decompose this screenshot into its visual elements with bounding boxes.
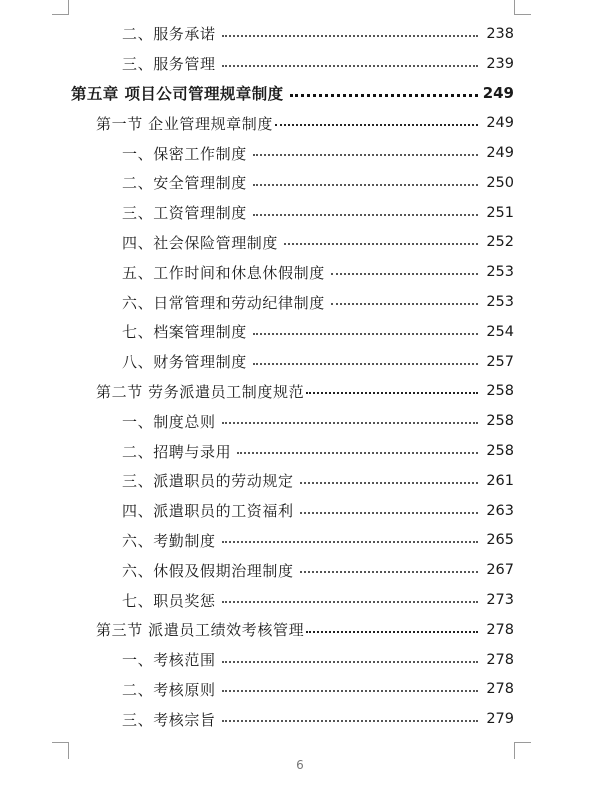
- toc-entry-item[interactable]: [0, 228, 600, 258]
- toc-entry-page-number: 250: [486, 174, 514, 191]
- toc-entry-item[interactable]: [0, 645, 600, 675]
- toc-entry-title: 一、考核范围: [122, 651, 216, 670]
- toc-dot-leader: [306, 392, 478, 394]
- toc-entry-page-number: 279: [486, 711, 514, 728]
- toc-entry-title: 三、派遣职员的劳动规定: [122, 472, 294, 491]
- toc-entry-page-number: 273: [486, 592, 514, 609]
- toc-entry-page-number: 239: [486, 55, 514, 72]
- toc-entry-title: 第二节 劳务派遣员工制度规范: [96, 382, 305, 401]
- toc-dot-leader: [222, 690, 478, 692]
- toc-entry-item[interactable]: [0, 19, 600, 49]
- toc-entry-section[interactable]: [0, 615, 600, 645]
- toc-entry-item[interactable]: [0, 466, 600, 496]
- toc-dot-leader: [253, 184, 478, 186]
- toc-entry-item[interactable]: [0, 496, 600, 526]
- toc-dot-leader: [222, 65, 478, 67]
- toc-dot-leader: [331, 273, 478, 275]
- toc-dot-leader: [284, 243, 478, 245]
- toc-entry-page-number: 278: [486, 681, 514, 698]
- toc-entry-chapter[interactable]: [0, 79, 600, 109]
- toc-entry-section[interactable]: [0, 108, 600, 138]
- toc-dot-leader: [222, 541, 478, 543]
- toc-entry-title: 六、考勤制度: [122, 531, 216, 550]
- crop-mark-bottom-right: [514, 742, 531, 759]
- toc-entry-page-number: 278: [486, 651, 514, 668]
- toc-dot-leader: [253, 214, 478, 216]
- toc-entry-title: 三、考核宗旨: [122, 710, 216, 729]
- toc-entry-title: 二、安全管理制度: [122, 174, 247, 193]
- toc-dot-leader: [300, 571, 478, 573]
- toc-entry-page-number: 263: [486, 502, 514, 519]
- toc-dot-leader: [300, 512, 478, 514]
- toc-dot-leader: [253, 154, 478, 156]
- toc-entry-page-number: 253: [486, 264, 514, 281]
- toc-entry-page-number: 253: [486, 294, 514, 311]
- toc-entry-title: 一、保密工作制度: [122, 144, 247, 163]
- toc-entry-title: 七、职员奖惩: [122, 591, 216, 610]
- toc-dot-leader: [306, 631, 478, 633]
- crop-mark-top-left: [52, 0, 69, 15]
- toc-entry-title: 三、工资管理制度: [122, 204, 247, 223]
- toc-dot-leader: [290, 94, 479, 97]
- toc-entry-page-number: 249: [486, 145, 514, 162]
- toc-entry-page-number: 254: [486, 323, 514, 340]
- toc-entry-title: 第五章 项目公司管理规章制度: [71, 85, 284, 104]
- toc-entry-page-number: 258: [486, 413, 514, 430]
- toc-entry-title: 五、工作时间和休息休假制度: [122, 263, 325, 282]
- toc-entry-page-number: 258: [486, 383, 514, 400]
- toc-dot-leader: [253, 333, 478, 335]
- page-number: 6: [296, 758, 304, 772]
- toc-entry-title: 二、服务承诺: [122, 25, 216, 44]
- toc-entry-page-number: 265: [486, 532, 514, 549]
- toc-entry-item[interactable]: [0, 555, 600, 585]
- toc-dot-leader: [331, 303, 478, 305]
- toc-entry-title: 第一节 企业管理规章制度: [96, 114, 273, 133]
- toc-entry-title: 四、派遣职员的工资福利: [122, 502, 294, 521]
- toc-dot-leader: [275, 124, 478, 126]
- table-of-contents: [0, 19, 600, 734]
- toc-dot-leader: [300, 482, 478, 484]
- toc-entry-item[interactable]: [0, 198, 600, 228]
- toc-entry-page-number: 267: [486, 562, 514, 579]
- crop-mark-top-right: [514, 0, 531, 15]
- toc-entry-title: 二、招聘与录用: [122, 442, 232, 461]
- toc-entry-title: 三、服务管理: [122, 55, 216, 74]
- toc-entry-page-number: 261: [486, 472, 514, 489]
- toc-entry-title: 二、考核原则: [122, 680, 216, 699]
- toc-entry-title: 八、财务管理制度: [122, 353, 247, 372]
- toc-entry-item[interactable]: [0, 347, 600, 377]
- toc-dot-leader: [222, 422, 478, 424]
- toc-dot-leader: [237, 452, 478, 454]
- toc-entry-title: 六、休假及假期治理制度: [122, 561, 294, 580]
- toc-entry-item[interactable]: [0, 526, 600, 556]
- toc-entry-item[interactable]: [0, 138, 600, 168]
- toc-dot-leader: [222, 601, 478, 603]
- toc-entry-page-number: 257: [486, 353, 514, 370]
- toc-entry-item[interactable]: [0, 317, 600, 347]
- toc-entry-title: 一、制度总则: [122, 412, 216, 431]
- toc-dot-leader: [222, 720, 478, 722]
- toc-entry-page-number: 249: [486, 115, 514, 132]
- crop-mark-bottom-left: [52, 742, 69, 759]
- toc-entry-page-number: 238: [486, 25, 514, 42]
- toc-entry-item[interactable]: [0, 436, 600, 466]
- toc-dot-leader: [222, 661, 478, 663]
- toc-entry-item[interactable]: [0, 704, 600, 734]
- toc-dot-leader: [253, 363, 478, 365]
- toc-entry-item[interactable]: [0, 257, 600, 287]
- toc-dot-leader: [222, 35, 478, 37]
- toc-entry-title: 七、档案管理制度: [122, 323, 247, 342]
- toc-entry-item[interactable]: [0, 49, 600, 79]
- toc-entry-title: 第三节 派遣员工绩效考核管理: [96, 621, 305, 640]
- toc-entry-item[interactable]: [0, 585, 600, 615]
- toc-entry-item[interactable]: [0, 675, 600, 705]
- toc-entry-page-number: 251: [486, 204, 514, 221]
- toc-entry-title: 四、社会保险管理制度: [122, 233, 279, 252]
- toc-entry-page-number: 252: [486, 234, 514, 251]
- toc-entry-page-number: 249: [482, 84, 514, 103]
- toc-entry-page-number: 258: [486, 443, 514, 460]
- toc-entry-item[interactable]: [0, 406, 600, 436]
- toc-entry-item[interactable]: [0, 287, 600, 317]
- toc-entry-section[interactable]: [0, 377, 600, 407]
- toc-entry-title: 六、日常管理和劳动纪律制度: [122, 293, 325, 312]
- toc-entry-page-number: 278: [486, 621, 514, 638]
- toc-entry-item[interactable]: [0, 168, 600, 198]
